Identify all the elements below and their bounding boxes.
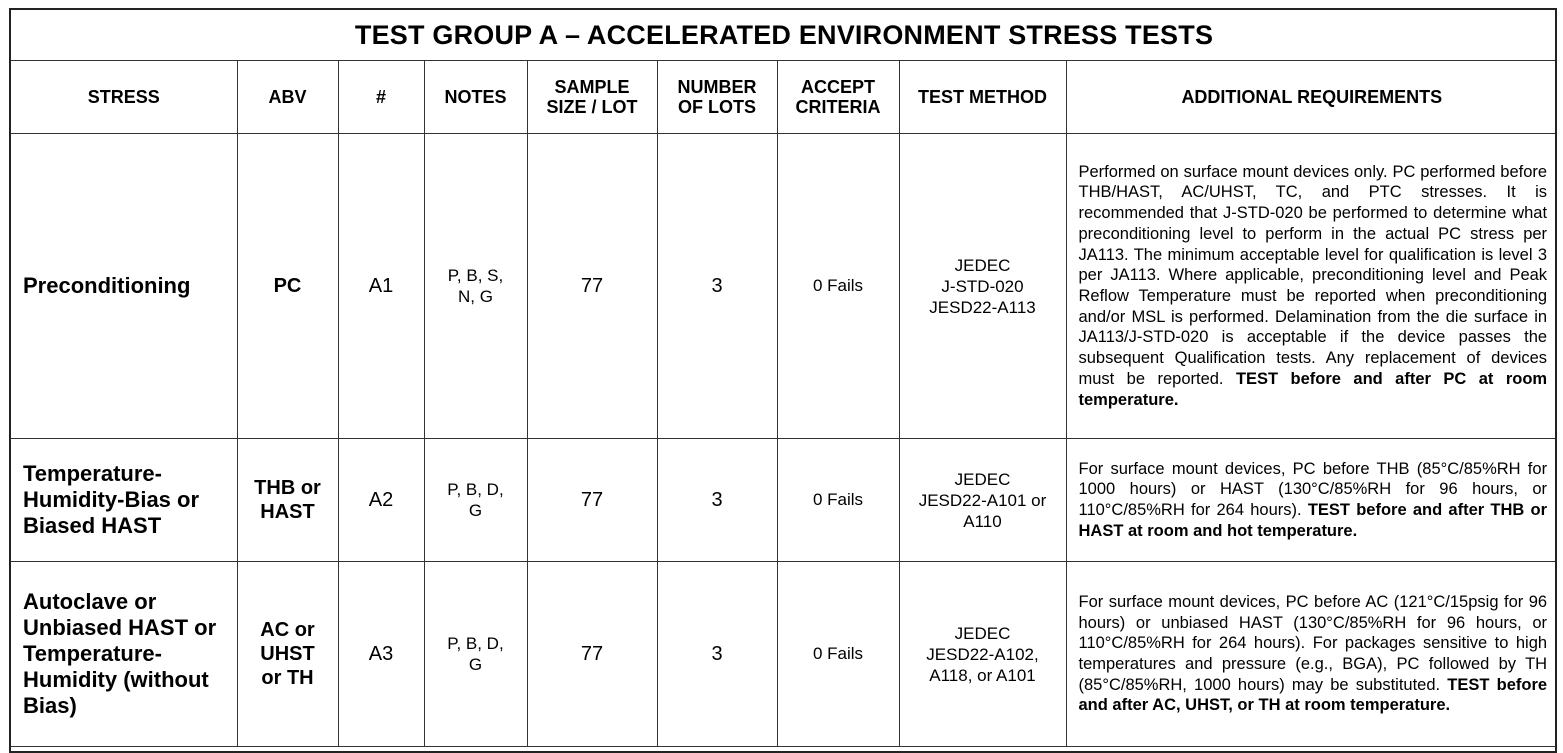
- notes-cell: [424, 562, 527, 747]
- test-method-cell: [899, 439, 1066, 562]
- sample-size-cell: 77: [527, 439, 657, 562]
- header-row: [11, 61, 1557, 134]
- header-accept-line-1: ACCEPT: [800, 77, 875, 97]
- abv-line: UHST: [260, 643, 315, 665]
- additional-requirements-cell: [1066, 562, 1557, 747]
- number-of-lots-cell: 3: [657, 562, 777, 747]
- stress-line: Unbiased HAST or: [23, 615, 217, 640]
- header-notes: NOTES: [424, 61, 527, 134]
- abv-cell: [237, 439, 338, 562]
- abv-cell: [237, 134, 338, 439]
- header-test-method: TEST METHOD: [899, 61, 1066, 134]
- method-line: JEDEC: [954, 623, 1011, 643]
- requirements-text: For surface mount devices, PC before THB (85°C/85%RH for 1000 hours) or HAST (130°C/85%RH for 96 hours, or 110°C/85%RH for 264 hours).: [1078, 459, 1548, 519]
- requirements-text: For surface mount devices, PC before AC (121°C/15psig for 96 hours) or unbiased HAST (130°C/85%RH for 96 hours, or 110°C/85%RH for 264 hours). For packages sensitive to high temperatures and pressure (e.g., BGA), PC followed by TH (85°C/85%RH, 1000 hours) may be substituted.: [1078, 592, 1548, 694]
- sample-size-cell: 77: [527, 562, 657, 747]
- test-method-cell: [899, 134, 1066, 439]
- document-table-frame: [9, 8, 1557, 753]
- stress-cell: [11, 562, 237, 747]
- test-method-cell: [899, 562, 1066, 747]
- accept-criteria-cell: 0 Fails: [777, 134, 899, 439]
- header-sample-size: [527, 61, 657, 134]
- notes-cell: [424, 134, 527, 439]
- abv-line: THB or: [254, 477, 321, 499]
- header-additional-requirements: ADDITIONAL REQUIREMENTS: [1066, 61, 1557, 134]
- header-lots-line-2: OF LOTS: [678, 97, 756, 117]
- header-sample-line-2: SIZE / LOT: [546, 97, 638, 117]
- test-number-cell: A2: [338, 439, 424, 562]
- additional-requirements-cell: [1066, 439, 1557, 562]
- stress-line: Autoclave or: [23, 589, 157, 614]
- table-row: [11, 439, 1557, 562]
- notes-line: P, B, D,: [447, 634, 504, 653]
- notes-line: N, G: [458, 287, 493, 306]
- method-line: J-STD-020: [941, 276, 1024, 296]
- method-line: JEDEC: [954, 469, 1011, 489]
- stress-line: Preconditioning: [23, 273, 191, 298]
- stress-line: Humidity-Bias or: [23, 487, 200, 512]
- requirements-text: Performed on surface mount devices only. PC performed before THB/HAST, AC/UHST, TC, and PTC stresses. It is recommended that J-STD-020 be performed to determine what preconditioning level to perform in the actual PC stress per JA113. The minimum acceptable level for qualification is level 3 per JA113. Where applicable, preconditioning level and Peak Reflow Temperature must be reported when preconditioning and/or MSL is performed. Delamination from the die surface in JA113/J-STD-020 is acceptable if the device passes the subsequent Qualification tests. Any replacement of devices must be reported.: [1078, 162, 1548, 388]
- abv-line: AC or: [260, 619, 315, 641]
- accept-criteria-cell: 0 Fails: [777, 439, 899, 562]
- method-line: JESD22-A101 or: [918, 490, 1047, 510]
- requirements-bold-text: TEST before and after AC, UHST, or TH at room temperature.: [1078, 675, 1548, 715]
- abv-cell: [237, 562, 338, 747]
- test-number-cell: A1: [338, 134, 424, 439]
- test-number-cell: A3: [338, 562, 424, 747]
- header-accept-criteria: [777, 61, 899, 134]
- notes-line: P, B, S,: [447, 266, 504, 285]
- method-line: JESD22-A113: [929, 297, 1036, 317]
- stress-cell: [11, 439, 237, 562]
- accept-criteria-cell: 0 Fails: [777, 562, 899, 747]
- header-accept-line-2: CRITERIA: [795, 97, 881, 117]
- number-of-lots-cell: 3: [657, 134, 777, 439]
- additional-requirements-cell: [1066, 134, 1557, 439]
- stress-line: Temperature-: [23, 641, 162, 666]
- table-row: [11, 562, 1557, 747]
- header-stress: STRESS: [11, 61, 237, 134]
- notes-line: P, B, D,: [447, 480, 504, 499]
- table-row: [11, 134, 1557, 439]
- header-number-of-lots: [657, 61, 777, 134]
- notes-line: G: [468, 501, 483, 520]
- method-line: A110: [963, 511, 1002, 531]
- test-group-table: [11, 10, 1557, 747]
- header-abv: ABV: [237, 61, 338, 134]
- stress-line: Bias): [23, 693, 77, 718]
- method-line: A118, or A101: [929, 665, 1036, 685]
- notes-line: G: [468, 655, 483, 674]
- header-lots-line-1: NUMBER: [677, 77, 757, 97]
- abv-line: PC: [273, 275, 302, 297]
- header-num: #: [338, 61, 424, 134]
- stress-cell: [11, 134, 237, 439]
- notes-cell: [424, 439, 527, 562]
- number-of-lots-cell: 3: [657, 439, 777, 562]
- method-line: JEDEC: [954, 255, 1011, 275]
- stress-line: Humidity (without: [23, 667, 209, 692]
- method-line: JESD22-A102,: [926, 644, 1039, 664]
- abv-line: or TH: [261, 667, 314, 689]
- header-sample-line-1: SAMPLE: [554, 77, 630, 97]
- requirements-bold-text: TEST before and after PC at room temperature.: [1078, 369, 1548, 409]
- stress-line: Temperature-: [23, 461, 162, 486]
- requirements-bold-text: TEST before and after THB or HAST at room and hot temperature.: [1078, 501, 1548, 540]
- table-title: TEST GROUP A – ACCELERATED ENVIRONMENT STRESS TESTS: [11, 10, 1557, 61]
- stress-line: Biased HAST: [23, 513, 162, 538]
- sample-size-cell: 77: [527, 134, 657, 439]
- abv-line: HAST: [260, 501, 315, 523]
